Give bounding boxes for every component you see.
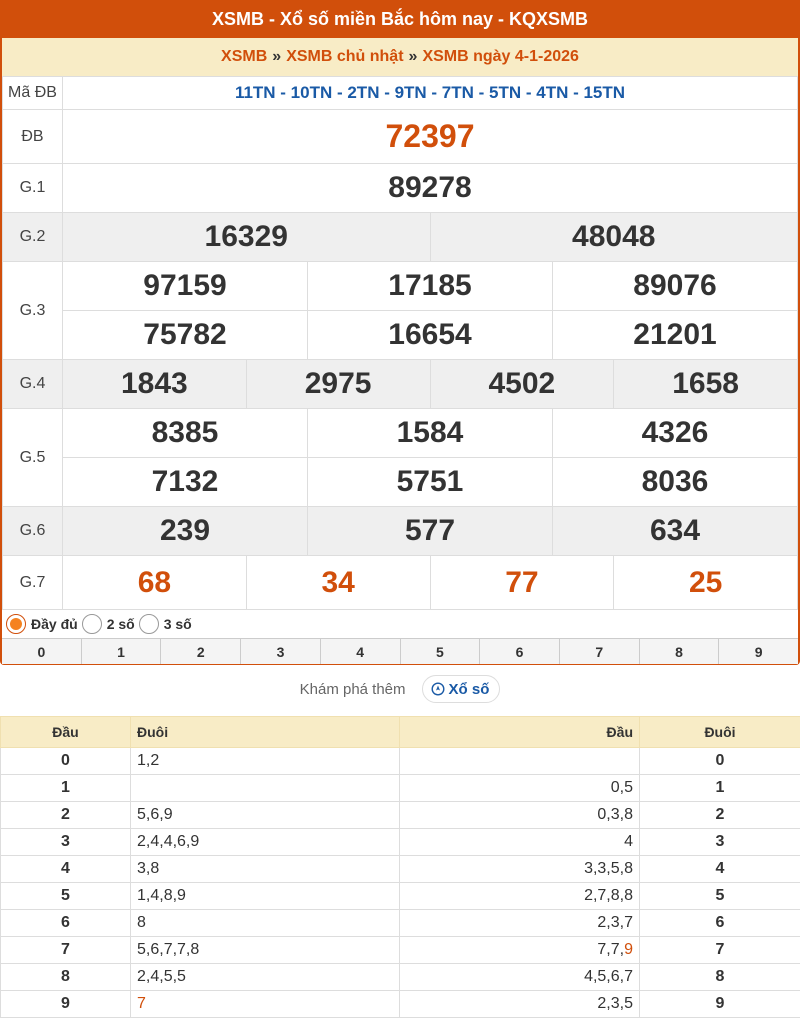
row-head-digit: 3 xyxy=(1,829,131,856)
option-two-label: 2 số xyxy=(106,616,135,632)
g4-prize xyxy=(430,360,614,409)
prize-number: 239 xyxy=(159,514,211,547)
prize-number: 8036 xyxy=(641,465,709,498)
row-tail-list: 1,2 xyxy=(131,748,400,775)
option-three-digits[interactable] xyxy=(139,614,192,634)
option-full-label: Đầy đủ xyxy=(31,616,78,632)
row-head-digit: 9 xyxy=(1,991,131,1018)
breadcrumb-xsmb-date[interactable]: XSMB ngày 4-1-2026 xyxy=(422,48,579,65)
row-tail-list: 1,4,8,9 xyxy=(131,883,400,910)
digit-filter-0[interactable]: 0 xyxy=(2,639,82,664)
table-header-row xyxy=(1,717,800,748)
db-label: ĐB xyxy=(3,110,63,164)
row-tail-digit: 5 xyxy=(640,883,800,910)
prize-number: 1658 xyxy=(672,367,739,400)
digit-filter-bar xyxy=(2,638,798,664)
table-row xyxy=(1,856,800,883)
g4-prize xyxy=(246,360,430,409)
table-row xyxy=(1,775,800,802)
prize-number: 21201 xyxy=(633,318,717,351)
explore-xoso-button[interactable] xyxy=(422,675,501,703)
madb-value: 11TN - 10TN - 2TN - 9TN - 7TN - 5TN - 4TN - 15TN xyxy=(63,77,798,110)
row-tail-list xyxy=(131,775,400,802)
row-tail-list: 2,4,4,6,9 xyxy=(131,829,400,856)
row-head-list: 7,7,9 xyxy=(400,937,640,964)
row-head-digit: 5 xyxy=(1,883,131,910)
g3-prize xyxy=(63,262,308,311)
g6-prize xyxy=(63,507,308,556)
prize-number: 5751 xyxy=(396,465,464,498)
prize-number: 68 xyxy=(137,565,172,599)
prize-number: 17185 xyxy=(388,269,472,302)
g3-prize xyxy=(553,311,798,360)
breadcrumb-separator: » xyxy=(272,48,282,65)
row-tail-digit: 0 xyxy=(640,748,800,775)
explore-button-label: Xổ số xyxy=(448,680,490,698)
digit-filter-5[interactable]: 5 xyxy=(401,639,481,664)
row-head-digit: 8 xyxy=(1,964,131,991)
prize-number: 97159 xyxy=(143,269,227,302)
row-head-list: 4,5,6,7 xyxy=(400,964,640,991)
digit-filter-7[interactable]: 7 xyxy=(560,639,640,664)
prize-number: 72397 xyxy=(385,118,475,154)
g4-prize xyxy=(614,360,798,409)
g4-label: G.4 xyxy=(3,360,63,409)
results-table xyxy=(2,76,798,610)
digit-filter-3[interactable]: 3 xyxy=(241,639,321,664)
g4-prize xyxy=(63,360,247,409)
row-tail-list: 5,6,9 xyxy=(131,802,400,829)
g7-label: G.7 xyxy=(3,556,63,610)
g5-prize xyxy=(63,458,308,507)
g3-prize xyxy=(308,262,553,311)
prize-number: 4326 xyxy=(641,416,709,449)
prize-number: 75782 xyxy=(143,318,227,351)
row-head-digit: 0 xyxy=(1,748,131,775)
db-prize xyxy=(63,110,798,164)
row-tail-list: 5,6,7,7,8 xyxy=(131,937,400,964)
row-head-list: 3,3,5,8 xyxy=(400,856,640,883)
prize-number: 89278 xyxy=(388,171,472,204)
prize-number: 2975 xyxy=(304,367,372,400)
g1-label: G.1 xyxy=(3,164,63,213)
prize-number: 16329 xyxy=(204,220,288,253)
g2-label: G.2 xyxy=(3,213,63,262)
g3-label: G.3 xyxy=(3,262,63,360)
g5-prize xyxy=(308,458,553,507)
compass-icon xyxy=(431,682,445,696)
prize-number: 7132 xyxy=(151,465,219,498)
row-head-digit: 2 xyxy=(1,802,131,829)
prize-number: 48048 xyxy=(572,220,656,253)
g2-prize xyxy=(63,213,431,262)
row-head-list: 4 xyxy=(400,829,640,856)
g5-prize xyxy=(553,409,798,458)
radio-two-digits[interactable] xyxy=(82,614,102,634)
g5-prize xyxy=(308,409,553,458)
col-header-duoi-2: Đuôi xyxy=(640,717,800,748)
g7-prize xyxy=(63,556,247,610)
breadcrumb-xsmb-sunday[interactable]: XSMB chủ nhật xyxy=(286,48,404,65)
row-tail-digit: 3 xyxy=(640,829,800,856)
g3-prize xyxy=(63,311,308,360)
prize-number: 16654 xyxy=(388,318,472,351)
digit-filter-1[interactable]: 1 xyxy=(82,639,162,664)
row-head-digit: 1 xyxy=(1,775,131,802)
row-tail-digit: 2 xyxy=(640,802,800,829)
option-two-digits[interactable] xyxy=(82,614,135,634)
prize-number: 89076 xyxy=(633,269,717,302)
table-row xyxy=(1,748,800,775)
row-head-digit: 6 xyxy=(1,910,131,937)
display-options xyxy=(2,610,798,638)
radio-three-digits[interactable] xyxy=(139,614,159,634)
prize-number: 34 xyxy=(321,565,355,599)
row-tail-list: 8 xyxy=(131,910,400,937)
table-row xyxy=(1,991,800,1018)
table-row xyxy=(1,937,800,964)
row-head-list: 2,3,7 xyxy=(400,910,640,937)
explore-more xyxy=(0,675,800,703)
row-tail-digit: 4 xyxy=(640,856,800,883)
breadcrumb-xsmb[interactable]: XSMB xyxy=(221,48,268,65)
digit-filter-2[interactable]: 2 xyxy=(161,639,241,664)
row-tail-list: 2,4,5,5 xyxy=(131,964,400,991)
g3-prize xyxy=(553,262,798,311)
table-row xyxy=(1,964,800,991)
breadcrumb xyxy=(2,38,798,76)
table-row xyxy=(1,883,800,910)
g6-label: G.6 xyxy=(3,507,63,556)
col-header-duoi: Đuôi xyxy=(131,717,400,748)
g6-prize xyxy=(308,507,553,556)
row-tail-digit: 8 xyxy=(640,964,800,991)
g7-prize xyxy=(430,556,614,610)
prize-number: 8385 xyxy=(151,416,219,449)
digit-filter-9[interactable]: 9 xyxy=(719,639,798,664)
row-tail-digit: 9 xyxy=(640,991,800,1018)
digit-filter-8[interactable]: 8 xyxy=(640,639,720,664)
row-head-list: 2,3,5 xyxy=(400,991,640,1018)
breadcrumb-separator: » xyxy=(408,48,418,65)
col-header-dau-2: Đầu xyxy=(400,717,640,748)
digit-filter-4[interactable]: 4 xyxy=(321,639,401,664)
g5-prize xyxy=(553,458,798,507)
option-three-label: 3 số xyxy=(163,616,192,632)
row-tail-digit: 6 xyxy=(640,910,800,937)
table-row xyxy=(1,802,800,829)
prize-number: 1584 xyxy=(396,416,464,449)
row-tail-list xyxy=(131,991,400,1018)
row-head-list: 0,5 xyxy=(400,775,640,802)
row-tail-digit: 7 xyxy=(640,937,800,964)
row-head-digit: 4 xyxy=(1,856,131,883)
g5-label: G.5 xyxy=(3,409,63,507)
madb-label: Mã ĐB xyxy=(3,77,63,110)
table-row xyxy=(1,829,800,856)
special-digit: 9 xyxy=(624,941,633,958)
g7-prize xyxy=(246,556,430,610)
special-digit: 7 xyxy=(137,995,146,1012)
prize-number: 77 xyxy=(505,565,539,599)
prize-number: 577 xyxy=(404,514,456,547)
explore-label: Khám phá thêm xyxy=(299,680,406,698)
row-head-list xyxy=(400,748,640,775)
g6-prize xyxy=(553,507,798,556)
option-full[interactable] xyxy=(6,614,78,634)
row-head-list: 2,7,8,8 xyxy=(400,883,640,910)
digit-filter-6[interactable]: 6 xyxy=(480,639,560,664)
row-head-list: 0,3,8 xyxy=(400,802,640,829)
loto-head-tail-table xyxy=(0,716,800,1018)
prize-number: 4502 xyxy=(488,367,556,400)
g1-prize xyxy=(63,164,798,213)
prize-number: 1843 xyxy=(121,367,188,400)
prize-number: 634 xyxy=(649,514,701,547)
radio-full[interactable] xyxy=(6,614,26,634)
row-tail-digit: 1 xyxy=(640,775,800,802)
g3-prize xyxy=(308,311,553,360)
row-head-digit: 7 xyxy=(1,937,131,964)
page-title: XSMB - Xổ số miền Bắc hôm nay - KQXSMB xyxy=(0,0,800,38)
prize-number: 25 xyxy=(688,565,723,599)
row-tail-list: 3,8 xyxy=(131,856,400,883)
g7-prize xyxy=(614,556,798,610)
g5-prize xyxy=(63,409,308,458)
g2-prize xyxy=(430,213,798,262)
col-header-dau: Đầu xyxy=(1,717,131,748)
table-row xyxy=(1,910,800,937)
